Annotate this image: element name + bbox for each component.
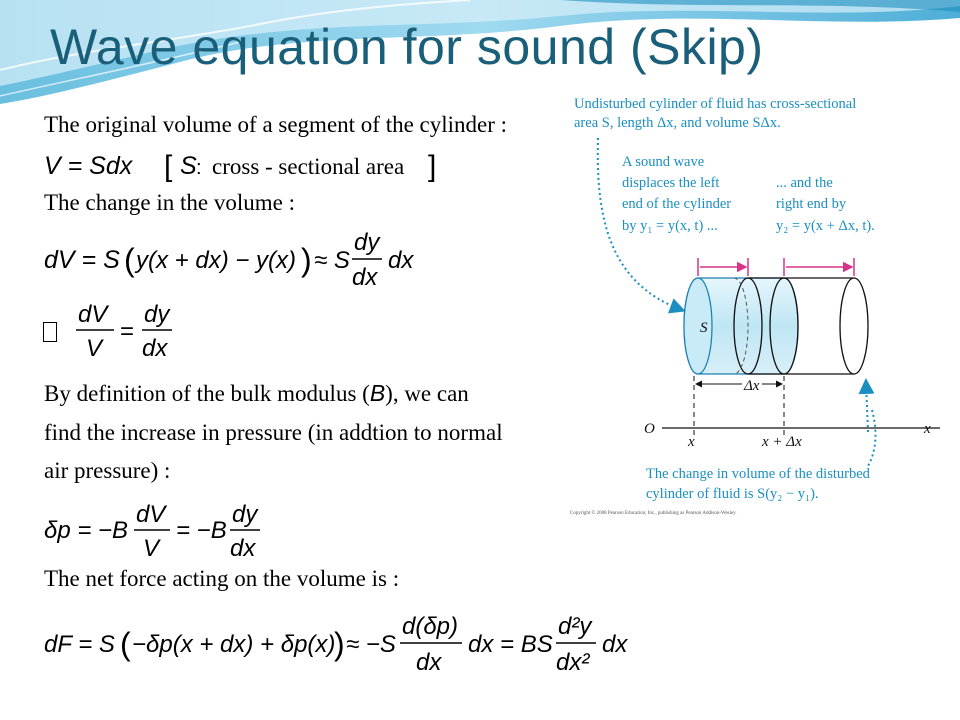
text-bulk-def-1b: ), we can: [385, 381, 469, 406]
eq5-den2: dx²: [556, 649, 590, 676]
fig-caption-bottom-1: The change in volume of the disturbed: [646, 466, 870, 482]
eq4-num2: dy: [232, 501, 258, 528]
fig-label-S: S: [700, 320, 708, 336]
eq5-inner: −δp(x + dx) + δp(x): [132, 631, 336, 658]
fig-caption-top-2: area S, length Δx, and volume SΔx.: [574, 115, 781, 131]
text-change-in-volume: The change in the volume :: [44, 190, 296, 215]
eq2-paren-open: (: [124, 242, 135, 278]
fig-right-note-3: y₂ = y(x + Δx, t).: [776, 218, 875, 234]
eq3-den-left: V: [86, 335, 103, 362]
fig-copyright: Copyright © 2008 Pearson Education, Inc., publishing as Pearson Addison-Wesley.: [570, 511, 737, 516]
eq1-colon: :: [196, 157, 202, 179]
slide-title: Wave equation for sound (Skip): [50, 19, 764, 75]
eq2-left: dV = S: [44, 246, 120, 274]
cylinder-figure: [566, 92, 940, 520]
fig-label-origin: O: [644, 421, 655, 437]
fig-left-note-4: by y₁ = y(x, t) ...: [622, 218, 718, 234]
text-bulk-definition-3: air pressure) :: [44, 458, 171, 483]
eq3-den-right: dx: [142, 335, 168, 362]
eq4-den2: dx: [230, 535, 256, 562]
fig-label-x-plus-dx: x + Δx: [762, 434, 802, 450]
fig-caption-top-1: Undisturbed cylinder of fluid has cross-sectional: [574, 96, 857, 112]
eq5-approx: ≈ −S: [346, 631, 396, 658]
fig-caption-bottom-2: cylinder of fluid is S(y₂ − y₁).: [646, 486, 819, 502]
eq1-S: S: [180, 152, 197, 180]
eq2-tail: dx: [388, 247, 414, 274]
equation-volume: [44, 148, 464, 187]
fig-arrow-bottom-head: [866, 382, 868, 432]
eq2-inner: y(x + dx) − y(x): [136, 247, 297, 274]
fig-label-dx: Δx: [744, 378, 760, 394]
fig-right-note-2: right end by: [776, 196, 847, 212]
eq5-paren-close: ): [334, 626, 345, 662]
eq5-den1: dx: [416, 649, 442, 676]
text-bulk-definition-2: find the increase in pressure (in addtion to normal: [44, 420, 503, 445]
fig-left-note-2: displaces the left: [622, 175, 720, 191]
eq5-tail: dx: [602, 631, 628, 658]
fig-cylinder-left-face: [684, 278, 712, 374]
equation-dF: [44, 608, 644, 683]
eq4-den1: V: [143, 535, 160, 562]
eq5-paren-open: (: [120, 626, 131, 662]
fig-left-note-1: A sound wave: [622, 154, 705, 170]
eq1-lhs: V = Sdx: [44, 152, 133, 180]
eq1-note: cross - sectional area: [212, 154, 405, 179]
fig-arrow-bottom-callout: [868, 410, 875, 466]
eq2-paren-close: ): [301, 242, 312, 278]
fig-label-x: x: [688, 434, 695, 450]
eq5-mid: dx = BS: [468, 631, 553, 658]
fig-label-x-axis: x: [924, 421, 931, 437]
fig-right-note-1: ... and the: [776, 175, 833, 191]
text-bulk-def-1a: By definition of the bulk modulus (: [44, 381, 370, 406]
missing-glyph-box: [43, 322, 57, 342]
text-net-force: The net force acting on the volume is :: [44, 566, 400, 591]
eq1-bracket-open: [: [164, 150, 173, 182]
eq3-equals: =: [120, 318, 135, 345]
eq2-num: dy: [354, 229, 380, 256]
text-bulk-B: B: [369, 380, 386, 406]
eq5-left: dF = S: [44, 631, 115, 658]
text-original-volume: The original volume of a segment of the cylinder :: [44, 112, 508, 137]
text-bulk-definition-1: [44, 380, 469, 407]
eq3-num-right: dy: [144, 301, 170, 328]
eq4-mid: = −B: [176, 517, 227, 544]
fig-displaced-right-face: [840, 278, 868, 374]
equation-ratio: [74, 296, 194, 367]
eq3-num-left: dV: [78, 301, 108, 328]
eq4-num1: dV: [136, 501, 166, 528]
eq2-den: dx: [352, 264, 378, 291]
eq2-approx: ≈ S: [314, 247, 350, 274]
fig-left-note-3: end of the cylinder: [622, 196, 732, 212]
equation-dV: [44, 228, 444, 297]
equation-delta-p: [44, 496, 284, 567]
eq4-left: δp = −B: [44, 517, 129, 544]
eq1-bracket-close: ]: [428, 150, 437, 182]
eq5-num2: d²y: [558, 613, 592, 640]
eq5-num1: d(δp): [402, 613, 459, 640]
